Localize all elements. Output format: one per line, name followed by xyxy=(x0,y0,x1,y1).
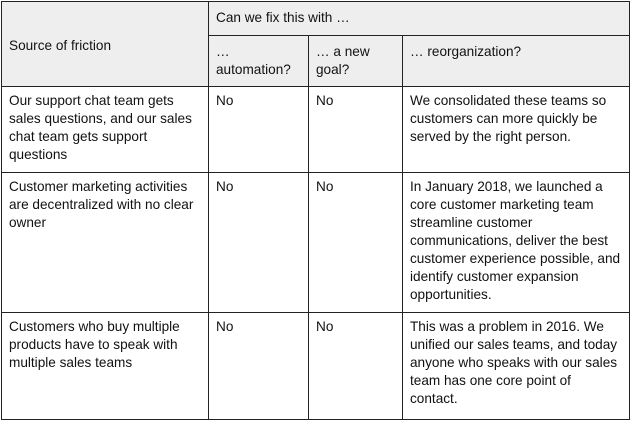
header-new-goal: … a new goal? xyxy=(309,36,403,87)
reorganization-cell: This was a problem in 2016. We unified our sales teams, and today anyone who speaks with our sales team has one core point of contact. xyxy=(403,313,630,420)
header-source-of-friction: Source of friction xyxy=(2,2,209,87)
table-row xyxy=(2,313,630,420)
table-header xyxy=(2,2,630,87)
friction-cell: Our support chat team gets sales questions, and our sales chat team gets support questions xyxy=(2,87,209,173)
goal-cell: No xyxy=(309,173,403,313)
goal-cell: No xyxy=(309,313,403,420)
friction-cell: Customer marketing activities are decentralized with no clear owner xyxy=(2,173,209,313)
header-fix-group: Can we fix this with … xyxy=(209,2,630,36)
friction-cell: Customers who buy multiple products have to speak with multiple sales teams xyxy=(2,313,209,420)
reorganization-cell: We consolidated these teams so customers can more quickly be served by the right person. xyxy=(403,87,630,173)
table-row xyxy=(2,87,630,173)
automation-cell: No xyxy=(209,173,309,313)
friction-table xyxy=(1,1,630,420)
automation-cell: No xyxy=(209,87,309,173)
goal-cell: No xyxy=(309,87,403,173)
automation-cell: No xyxy=(209,313,309,420)
header-automation: … automation? xyxy=(209,36,309,87)
header-reorganization: … reorganization? xyxy=(403,36,630,87)
table-row xyxy=(2,173,630,313)
reorganization-cell: In January 2018, we launched a core customer marketing team streamline customer communications, deliver the best customer experience possible, and identify customer expansion opportunities. xyxy=(403,173,630,313)
